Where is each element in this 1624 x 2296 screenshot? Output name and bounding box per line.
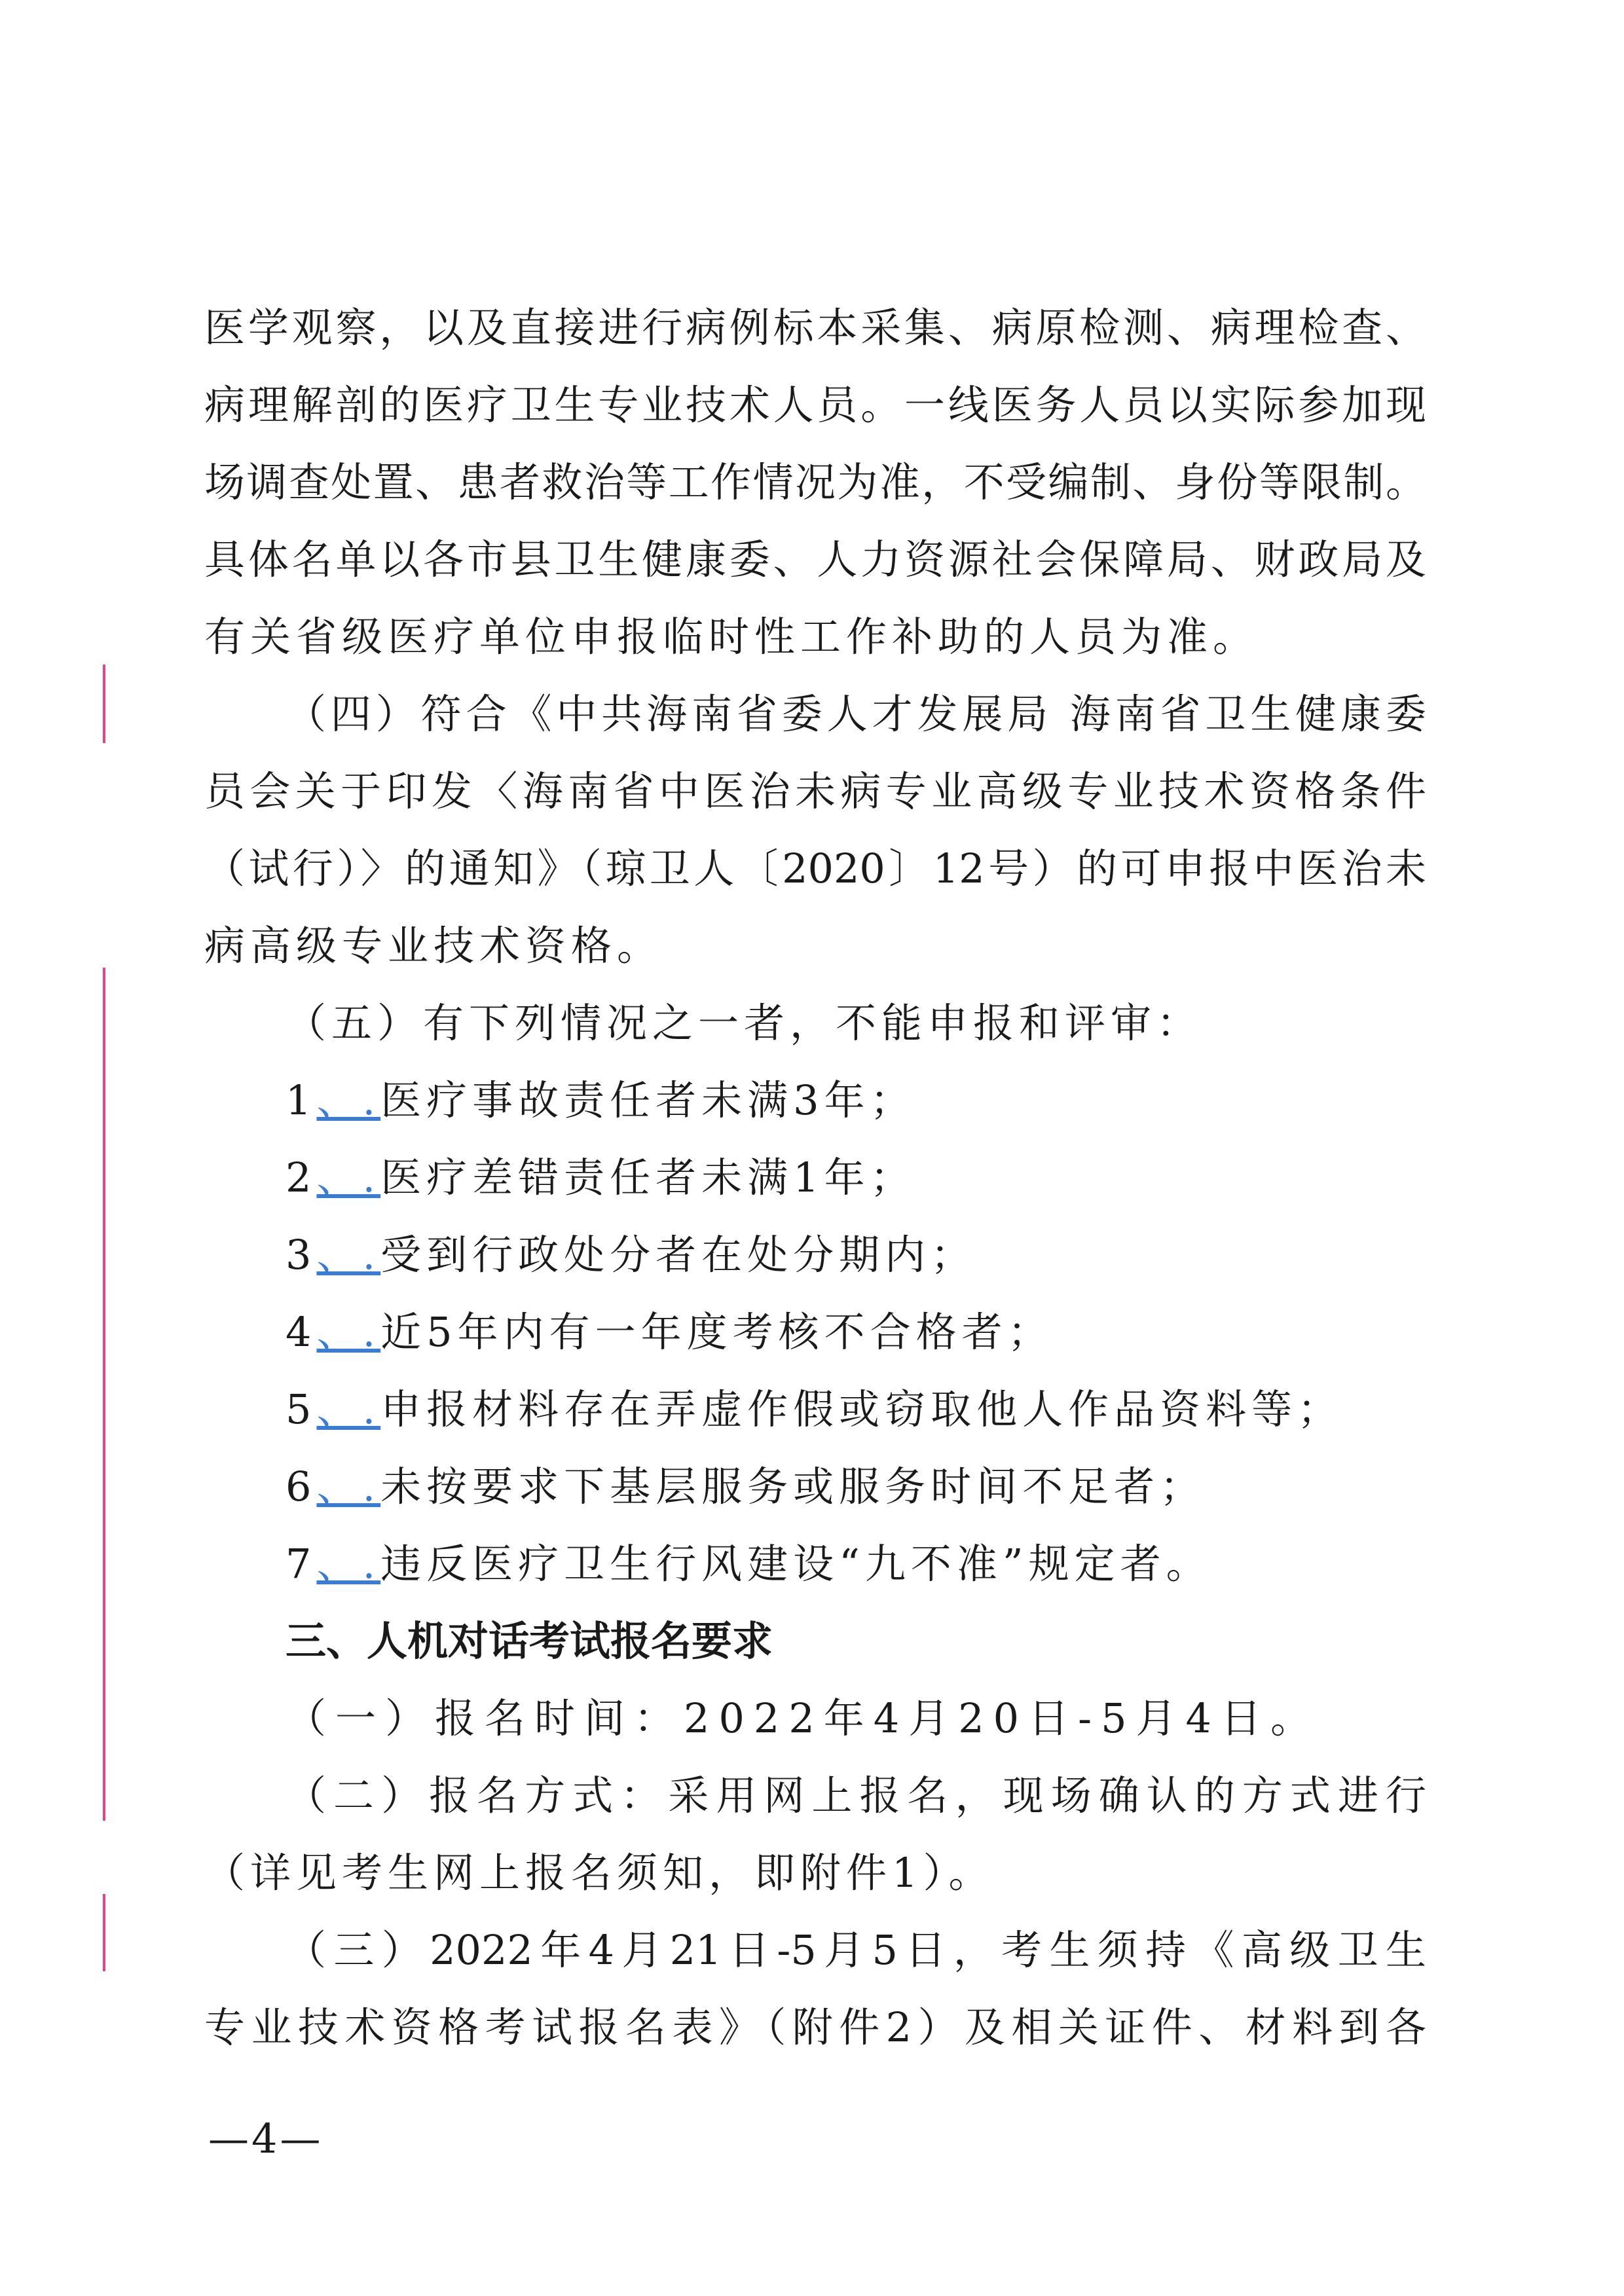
paragraph-line: （四）符合《中共海南省委人才发展局 海南省卫生健康委 — [286, 690, 1426, 738]
list-marker: 、. — [316, 1231, 381, 1279]
paragraph-line: 医学观察，以及直接进行病例标本采集、病原检测、病理检查、 — [204, 304, 1426, 352]
paragraph-line: 有关省级医疗单位申报临时性工作补助的人员为准。 — [204, 613, 1259, 661]
list-marker: 、. — [316, 1308, 381, 1356]
paragraph-line: 病理解剖的医疗卫生专业技术人员。一线医务人员以实际参加现 — [204, 381, 1426, 429]
paragraph-line: 病高级专业技术资格。 — [204, 922, 663, 970]
paragraph-line: （二）报名方式：采用网上报名，现场确认的方式进行 — [286, 1772, 1426, 1819]
paragraph-line: （三）2022年4月21日-5月5日，考生须持《高级卫生 — [286, 1926, 1426, 1974]
revision-bar — [103, 968, 105, 1821]
section-heading: 三、人机对话考试报名要求 — [286, 1617, 773, 1665]
list-item: 4、.近5年内有一年度考核不合格者； — [286, 1308, 1054, 1356]
paragraph-line: 场调查处置、患者救治等工作情况为准，不受编制、身份等限制。 — [204, 458, 1426, 506]
paragraph-line: （试行）〉的通知》（琼卫人〔2020〕12号）的可申报中医治未 — [204, 845, 1426, 892]
list-marker: 、. — [316, 1154, 381, 1201]
list-marker: 、. — [316, 1385, 381, 1433]
list-marker: 、. — [316, 1540, 381, 1588]
paragraph-line: （一）报名时间：2022年4月20日-5月4日。 — [286, 1694, 1320, 1742]
list-item: 1、.医疗事故责任者未满3年； — [286, 1076, 916, 1124]
list-item: 6、.未按要求下基层服务或服务时间不足者； — [286, 1463, 1206, 1510]
paragraph-line: （详见考生网上报名须知，即附件1）。 — [204, 1849, 995, 1897]
list-item: 7、.违反医疗卫生行风建设“九不准”规定者。 — [286, 1540, 1212, 1588]
list-item: 5、.申报材料存在弄虚作假或窃取他人作品资料等； — [286, 1385, 1344, 1433]
page-number: —4— — [208, 2115, 323, 2162]
revision-bar — [103, 1894, 105, 1971]
document-body — [204, 289, 1426, 2066]
list-marker: 、. — [316, 1463, 381, 1510]
paragraph-line: 员会关于印发〈海南省中医治未病专业高级专业技术资格条件 — [204, 767, 1426, 815]
list-item: 2、.医疗差错责任者未满1年； — [286, 1154, 916, 1201]
paragraph-line: 专业技术资格考试报名表》（附件2）及相关证件、材料到各 — [204, 2003, 1426, 2051]
revision-bar — [103, 665, 105, 743]
paragraph-line: 具体名单以各市县卫生健康委、人力资源社会保障局、财政局及 — [204, 536, 1426, 583]
list-marker: 、. — [316, 1076, 381, 1124]
list-item: 3、.受到行政处分者在处分期内； — [286, 1231, 977, 1279]
paragraph-line: （五）有下列情况之一者，不能申报和评审： — [286, 999, 1203, 1047]
